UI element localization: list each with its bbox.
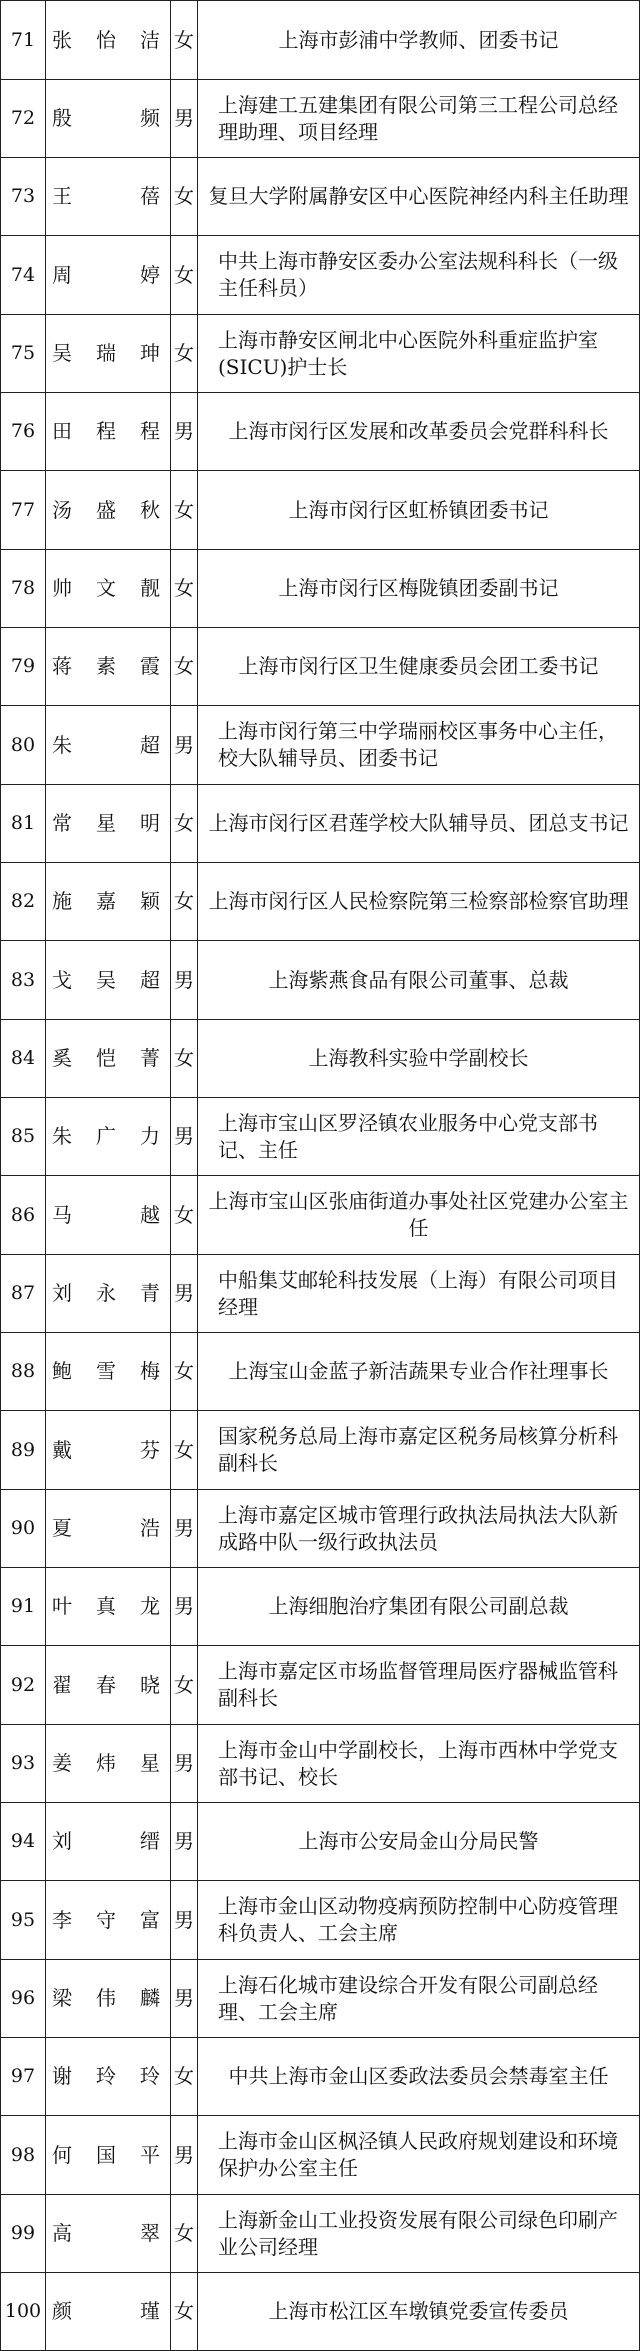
gender-cell: 女 [171,1176,198,1255]
position-cell: 上海石化城市建设综合开发有限公司副总经理、工会主席 [198,1960,640,2038]
gender-cell: 女 [171,1020,198,1098]
row-number: 94 [1,1803,46,1881]
row-number: 77 [1,471,46,550]
table-row [1,1255,640,1333]
gender-cell: 女 [171,236,198,315]
table-row [1,2038,640,2116]
table-row [1,2195,640,2273]
person-name: 朱广力 [46,1098,171,1176]
position-cell: 复旦大学附属静安区中心医院神经内科主任助理 [198,158,640,236]
table-row [1,1,640,80]
table-row [1,941,640,1020]
gender-cell: 男 [171,706,198,785]
position-cell: 上海市闵行区梅陇镇团委副书记 [198,550,640,628]
gender-cell: 女 [171,1333,198,1411]
row-number: 82 [1,863,46,941]
position-cell: 上海市宝山区罗泾镇农业服务中心党支部书记、主任 [198,1098,640,1176]
row-number: 81 [1,785,46,863]
person-name: 蒋素霞 [46,628,171,706]
row-number: 96 [1,1960,46,2038]
person-name: 张怡洁 [46,1,171,80]
row-number: 98 [1,2116,46,2195]
person-name: 叶真龙 [46,1568,171,1646]
table-row [1,1411,640,1490]
row-number: 87 [1,1255,46,1333]
table-row [1,1960,640,2038]
gender-cell: 男 [171,1803,198,1881]
position-cell: 上海市静安区闸北中心医院外科重症监护室(SICU)护士长 [198,315,640,393]
gender-cell: 女 [171,2195,198,2273]
table-row [1,2273,640,2351]
gender-cell: 男 [171,2116,198,2195]
position-cell: 上海市嘉定区城市管理行政执法局执法大队新成路中队一级行政执法员 [198,1490,640,1568]
person-name: 翟春晓 [46,1646,171,1725]
person-name: 朱 超 [46,706,171,785]
person-name: 颜 瑾 [46,2273,171,2351]
row-number: 78 [1,550,46,628]
gender-cell: 女 [171,1,198,80]
gender-cell: 女 [171,785,198,863]
row-number: 72 [1,80,46,158]
person-name: 李守富 [46,1881,171,1960]
row-number: 97 [1,2038,46,2116]
person-name: 刘永青 [46,1255,171,1333]
position-cell: 上海市闵行区虹桥镇团委书记 [198,471,640,550]
table-row [1,471,640,550]
gender-cell: 男 [171,1098,198,1176]
roster-body [1,1,640,2351]
position-cell: 上海细胞治疗集团有限公司副总裁 [198,1568,640,1646]
position-cell: 中共上海市静安区委办公室法规科科长（一级主任科员） [198,236,640,315]
gender-cell: 男 [171,1881,198,1960]
gender-cell: 女 [171,1646,198,1725]
position-cell: 上海教科实验中学副校长 [198,1020,640,1098]
gender-cell: 女 [171,1411,198,1490]
table-row [1,863,640,941]
row-number: 90 [1,1490,46,1568]
table-row [1,236,640,315]
table-row [1,1725,640,1803]
row-number: 89 [1,1411,46,1490]
position-cell: 上海建工五建集团有限公司第三工程公司总经理助理、项目经理 [198,80,640,158]
position-cell: 上海市金山区枫泾镇人民政府规划建设和环境保护办公室主任 [198,2116,640,2195]
table-row [1,1333,640,1411]
row-number: 88 [1,1333,46,1411]
row-number: 74 [1,236,46,315]
row-number: 79 [1,628,46,706]
gender-cell: 男 [171,1255,198,1333]
position-cell: 上海市公安局金山分局民警 [198,1803,640,1881]
position-cell: 中船集艾邮轮科技发展（上海）有限公司项目经理 [198,1255,640,1333]
table-row [1,550,640,628]
position-cell: 上海市闵行区发展和改革委员会党群科科长 [198,393,640,471]
gender-cell: 男 [171,80,198,158]
table-row [1,706,640,785]
person-name: 施嘉颖 [46,863,171,941]
row-number: 83 [1,941,46,1020]
gender-cell: 女 [171,158,198,236]
gender-cell: 女 [171,2273,198,2351]
table-row [1,1568,640,1646]
table-row [1,158,640,236]
row-number: 92 [1,1646,46,1725]
person-name: 王 蓓 [46,158,171,236]
row-number: 99 [1,2195,46,2273]
gender-cell: 男 [171,1490,198,1568]
position-cell: 上海宝山金蓝子新洁蔬果专业合作社理事长 [198,1333,640,1411]
row-number: 76 [1,393,46,471]
row-number: 80 [1,706,46,785]
row-number: 71 [1,1,46,80]
gender-cell: 男 [171,1725,198,1803]
table-row [1,1020,640,1098]
position-cell: 中共上海市金山区委政法委员会禁毒室主任 [198,2038,640,2116]
person-name: 戴 芬 [46,1411,171,1490]
person-name: 田程程 [46,393,171,471]
table-row [1,80,640,158]
person-name: 姜炜星 [46,1725,171,1803]
position-cell: 上海市松江区车墩镇党委宣传委员 [198,2273,640,2351]
gender-cell: 男 [171,1568,198,1646]
position-cell: 上海市闵行区人民检察院第三检察部检察官助理 [198,863,640,941]
person-name: 刘 缙 [46,1803,171,1881]
table-row [1,1490,640,1568]
table-row [1,1881,640,1960]
gender-cell: 男 [171,941,198,1020]
person-name: 马 越 [46,1176,171,1255]
person-name: 常星明 [46,785,171,863]
person-name: 夏 浩 [46,1490,171,1568]
gender-cell: 女 [171,863,198,941]
table-row [1,393,640,471]
position-cell: 上海市彭浦中学教师、团委书记 [198,1,640,80]
position-cell: 上海市闵行区卫生健康委员会团工委书记 [198,628,640,706]
person-name: 周 婷 [46,236,171,315]
position-cell: 国家税务总局上海市嘉定区税务局核算分析科副科长 [198,1411,640,1490]
person-name: 汤盛秋 [46,471,171,550]
row-number: 73 [1,158,46,236]
gender-cell: 男 [171,393,198,471]
position-cell: 上海市嘉定区市场监督管理局医疗器械监管科副科长 [198,1646,640,1725]
position-cell: 上海市宝山区张庙街道办事处社区党建办公室主任 [198,1176,640,1255]
position-cell: 上海市闵行第三中学瑞丽校区事务中心主任，校大队辅导员、团委书记 [198,706,640,785]
person-name: 殷 频 [46,80,171,158]
row-number: 86 [1,1176,46,1255]
person-name: 梁伟麟 [46,1960,171,2038]
table-row [1,1176,640,1255]
row-number: 75 [1,315,46,393]
row-number: 95 [1,1881,46,1960]
table-row [1,1803,640,1881]
person-name: 吴瑞珅 [46,315,171,393]
person-name: 戈吴超 [46,941,171,1020]
position-cell: 上海市金山区动物疫病预防控制中心防疫管理科负责人、工会主席 [198,1881,640,1960]
position-cell: 上海市闵行区君莲学校大队辅导员、团总支书记 [198,785,640,863]
row-number: 93 [1,1725,46,1803]
position-cell: 上海市金山中学副校长，上海市西林中学党支部书记、校长 [198,1725,640,1803]
person-name: 帅文靓 [46,550,171,628]
person-name: 奚恺菁 [46,1020,171,1098]
table-row [1,1646,640,1725]
position-cell: 上海新金山工业投资发展有限公司绿色印刷产业公司经理 [198,2195,640,2273]
table-row [1,1098,640,1176]
person-name: 鲍雪梅 [46,1333,171,1411]
gender-cell: 女 [171,315,198,393]
person-name: 何国平 [46,2116,171,2195]
table-row [1,2116,640,2195]
person-name: 谢玲玲 [46,2038,171,2116]
gender-cell: 女 [171,628,198,706]
gender-cell: 女 [171,471,198,550]
gender-cell: 男 [171,1960,198,2038]
row-number: 84 [1,1020,46,1098]
row-number: 100 [1,2273,46,2351]
gender-cell: 女 [171,2038,198,2116]
gender-cell: 女 [171,550,198,628]
table-row [1,315,640,393]
row-number: 91 [1,1568,46,1646]
position-cell: 上海紫燕食品有限公司董事、总裁 [198,941,640,1020]
table-row [1,785,640,863]
person-name: 高 翠 [46,2195,171,2273]
row-number: 85 [1,1098,46,1176]
table-row [1,628,640,706]
